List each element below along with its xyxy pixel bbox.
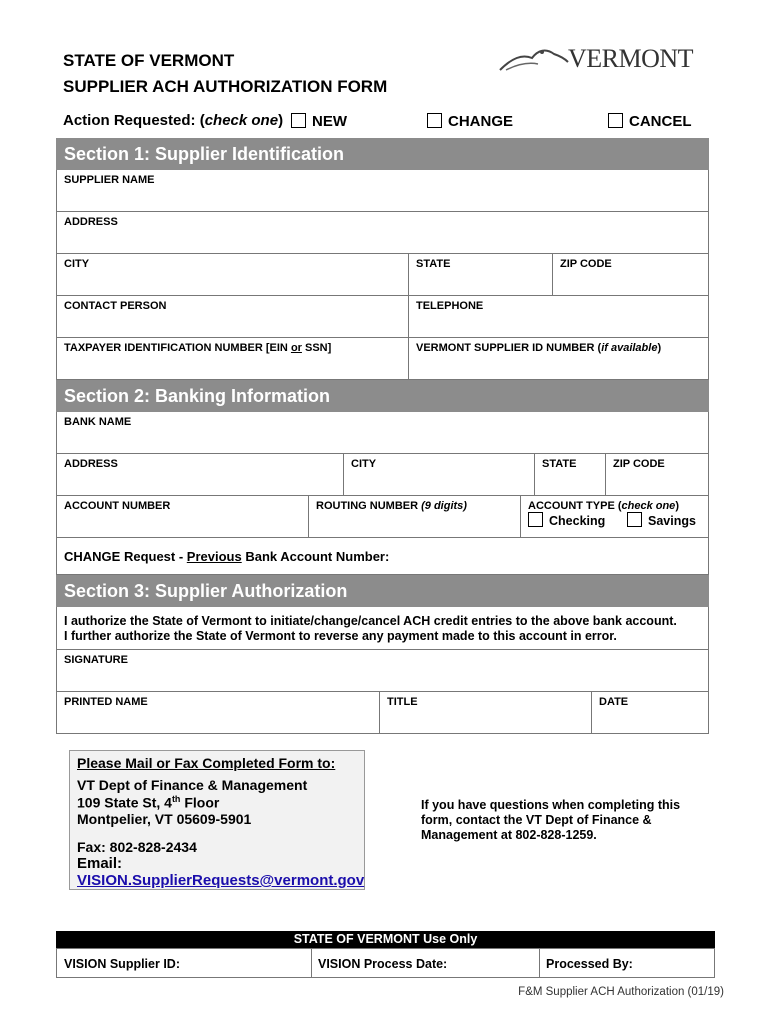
printed-name-field[interactable]: PRINTED NAME [64,696,148,708]
title-field[interactable]: TITLE [379,692,591,733]
taxpayer-id-field[interactable]: TAXPAYER IDENTIFICATION NUMBER [EIN or SSN] [64,342,332,354]
supplier-state-field[interactable]: STATE [408,254,552,295]
supplier-zip-field[interactable]: ZIP CODE [552,254,708,295]
mail-instructions-box [69,750,365,890]
checking-checkbox[interactable] [528,512,543,527]
mail-heading: Please Mail or Fax Completed Form to: [77,755,336,771]
bank-state-field[interactable]: STATE [534,454,605,495]
mail-dept: VT Dept of Finance & Management [77,777,308,793]
new-checkbox[interactable] [291,113,306,128]
action-label: Action Requested: [63,112,196,129]
vision-supplier-id-label: VISION Supplier ID: [64,957,180,971]
option-new[interactable]: NEW [291,113,347,130]
bank-address-field[interactable]: ADDRESS [64,458,118,470]
email-link[interactable]: VISION.SupplierRequests@vermont.gov [77,872,365,889]
option-cancel[interactable]: CANCEL [608,113,692,130]
office-use-heading: STATE OF VERMONT Use Only [56,931,715,948]
change-checkbox[interactable] [427,113,442,128]
form-footer: F&M Supplier ACH Authorization (01/19) [518,986,724,998]
previous-account-field[interactable]: CHANGE Request - Previous Bank Account Number: [56,538,709,575]
bank-address-row [56,454,709,496]
contact-person-field[interactable]: CONTACT PERSON [64,300,167,312]
processed-by-label: Processed By: [546,957,633,971]
authorization-text [56,607,709,650]
tax-id-row [56,338,709,380]
action-hint: check one [204,112,279,129]
mountain-logo-icon [498,44,570,76]
contact-row [56,296,709,338]
section2-header: Section 2: Banking Information [56,380,709,412]
action-requested-row: Action Requested: (check one) NEW CHANGE CANCEL [63,112,692,130]
logo-wordmark: VERMONT [568,44,694,73]
supplier-city-row [56,254,709,296]
supplier-city-field[interactable]: CITY [64,258,90,270]
date-field[interactable]: DATE [591,692,708,733]
cancel-checkbox[interactable] [608,113,623,128]
printed-name-row [56,692,709,734]
supplier-address-field[interactable]: ADDRESS [56,212,709,254]
account-row [56,496,709,538]
section1-header: Section 1: Supplier Identification [56,138,709,170]
bank-name-field[interactable]: BANK NAME [56,412,709,454]
option-change[interactable]: CHANGE [427,113,513,130]
signature-field[interactable]: SIGNATURE [56,650,709,692]
account-type-field: ACCOUNT TYPE (check one) Checking Savings [520,496,708,537]
vermont-supplier-id-field[interactable]: VERMONT SUPPLIER ID NUMBER (if available) [408,338,708,379]
account-number-field[interactable]: ACCOUNT NUMBER [64,500,171,512]
mail-email-label: Email: [77,855,123,872]
section3-header: Section 3: Supplier Authorization [56,575,709,607]
mail-fax: Fax: 802-828-2434 [77,839,197,855]
office-use-row [56,948,715,978]
authorization-line2: I further authorize the State of Vermont to reverse any payment made to this account in error. [64,629,617,643]
bank-city-field[interactable]: CITY [343,454,534,495]
supplier-name-field[interactable]: SUPPLIER NAME [56,170,709,212]
mail-city: Montpelier, VT 05609-5901 [77,811,252,827]
telephone-field[interactable]: TELEPHONE [408,296,708,337]
savings-option[interactable]: Savings [627,512,696,528]
vermont-logo [498,40,698,76]
questions-note: If you have questions when completing this form, contact the VT Dept of Finance & Management at 802-828-1259. [421,798,681,842]
routing-number-field[interactable]: ROUTING NUMBER (9 digits) [308,496,520,537]
checking-option[interactable]: Checking [528,512,605,528]
authorization-line1: I authorize the State of Vermont to initiate/change/cancel ACH credit entries to the above bank account. [64,614,677,628]
vision-process-date-label: VISION Process Date: [318,957,448,971]
savings-checkbox[interactable] [627,512,642,527]
form-title-line2: SUPPLIER ACH AUTHORIZATION FORM [63,77,388,96]
mail-street: 109 State St, 4th Floor [77,794,220,811]
form-title-line1: STATE OF VERMONT [63,51,235,70]
bank-zip-field[interactable]: ZIP CODE [605,454,708,495]
